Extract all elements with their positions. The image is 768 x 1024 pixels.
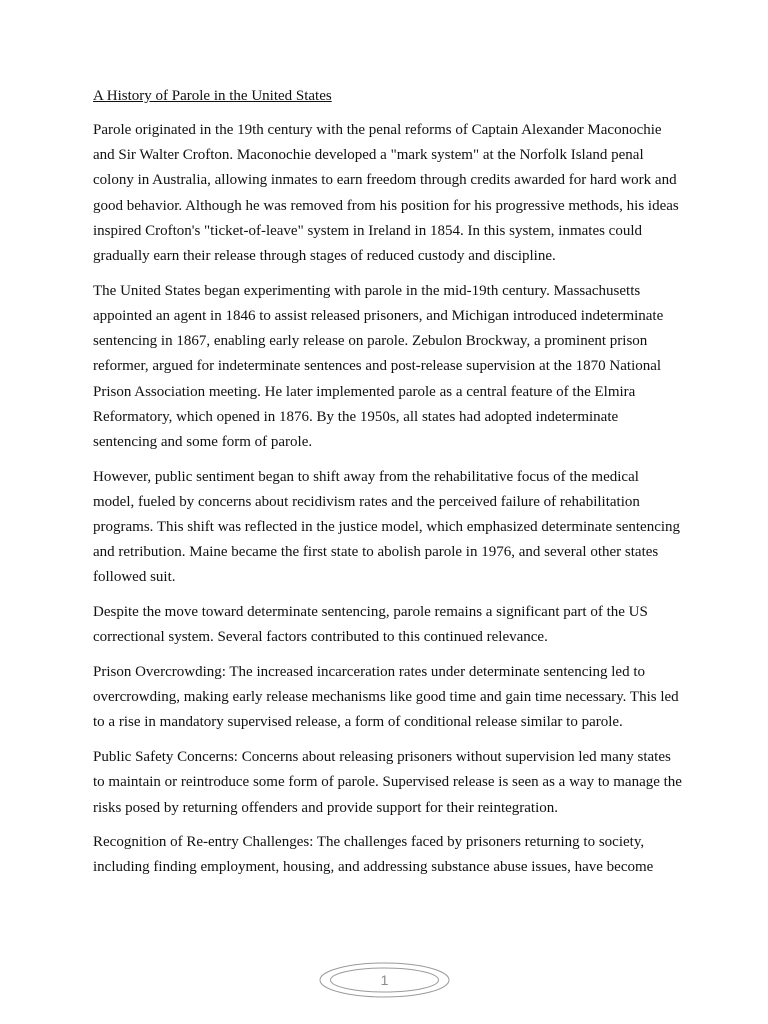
- paragraph-sentiment-shift: However, public sentiment began to shift away from the rehabilitative focus of the medical model, fueled by concerns about recidivism rates and the perceived failure of rehabilitation programs. This shift was reflected in the justice model, which emphasized determinate sentencing and retribution. Maine became the first state to abolish parole in 1976, and several other states followed suit.: [93, 468, 681, 586]
- paragraph-reentry-challenges: Recognition of Re-entry Challenges: The challenges faced by prisoners returning to society, including finding employment, housing, and addressing substance abuse issues, have become: [93, 834, 654, 876]
- paragraph-us-experimentation: The United States began experimenting with parole in the mid-19th century. Massachusetts appointed an agent in 1846 to assist released prisoners, and Michigan introduced indeterminate sentencing in 1867, enabling early release on parole. Zebulon Brockway, a prominent prison reformer, argued for indeterminate sentences and post-release supervision at the 1870 National Prison Association meeting. He later implemented parole as a central feature of the Elmira Reformatory, which opened in 1876. By the 1950s, all states had adopted indeterminate sentencing and some form of parole.: [93, 282, 664, 450]
- paragraph-continued-relevance: Despite the move toward determinate sentencing, parole remains a significant part of the US correctional system. Several factors contributed to this continued relevance.: [93, 604, 648, 646]
- paragraph-public-safety: Public Safety Concerns: Concerns about releasing prisoners without supervision led many states to maintain or reintroduce some form of parole. Supervised release is seen as a way to manage the risks posed by returning offenders and provide support for their reintegration.: [93, 749, 682, 816]
- page-number: 1: [380, 972, 389, 988]
- document-title: A History of Parole in the United States: [93, 88, 332, 104]
- paragraph-origins: Parole originated in the 19th century with the penal reforms of Captain Alexander Maconochie and Sir Walter Crofton. Maconochie developed a "mark system" at the Norfolk Island penal colony in Australia, allowing inmates to earn freedom through credits awarded for hard work and good behavior. Although he was removed from his position for his progressive methods, his ideas inspired Crofton's "ticket-of-leave" system in Ireland in 1854. In this system, inmates could gradually earn their release through stages of reduced custody and discipline.: [93, 122, 679, 265]
- document-page: [93, 86, 683, 890]
- paragraph-prison-overcrowding: Prison Overcrowding: The increased incarceration rates under determinate sentencing led to overcrowding, making early release mechanisms like good time and gain time necessary. This led to a rise in mandatory supervised release, a form of conditional release similar to parole.: [93, 664, 679, 731]
- page-footer: [319, 962, 450, 998]
